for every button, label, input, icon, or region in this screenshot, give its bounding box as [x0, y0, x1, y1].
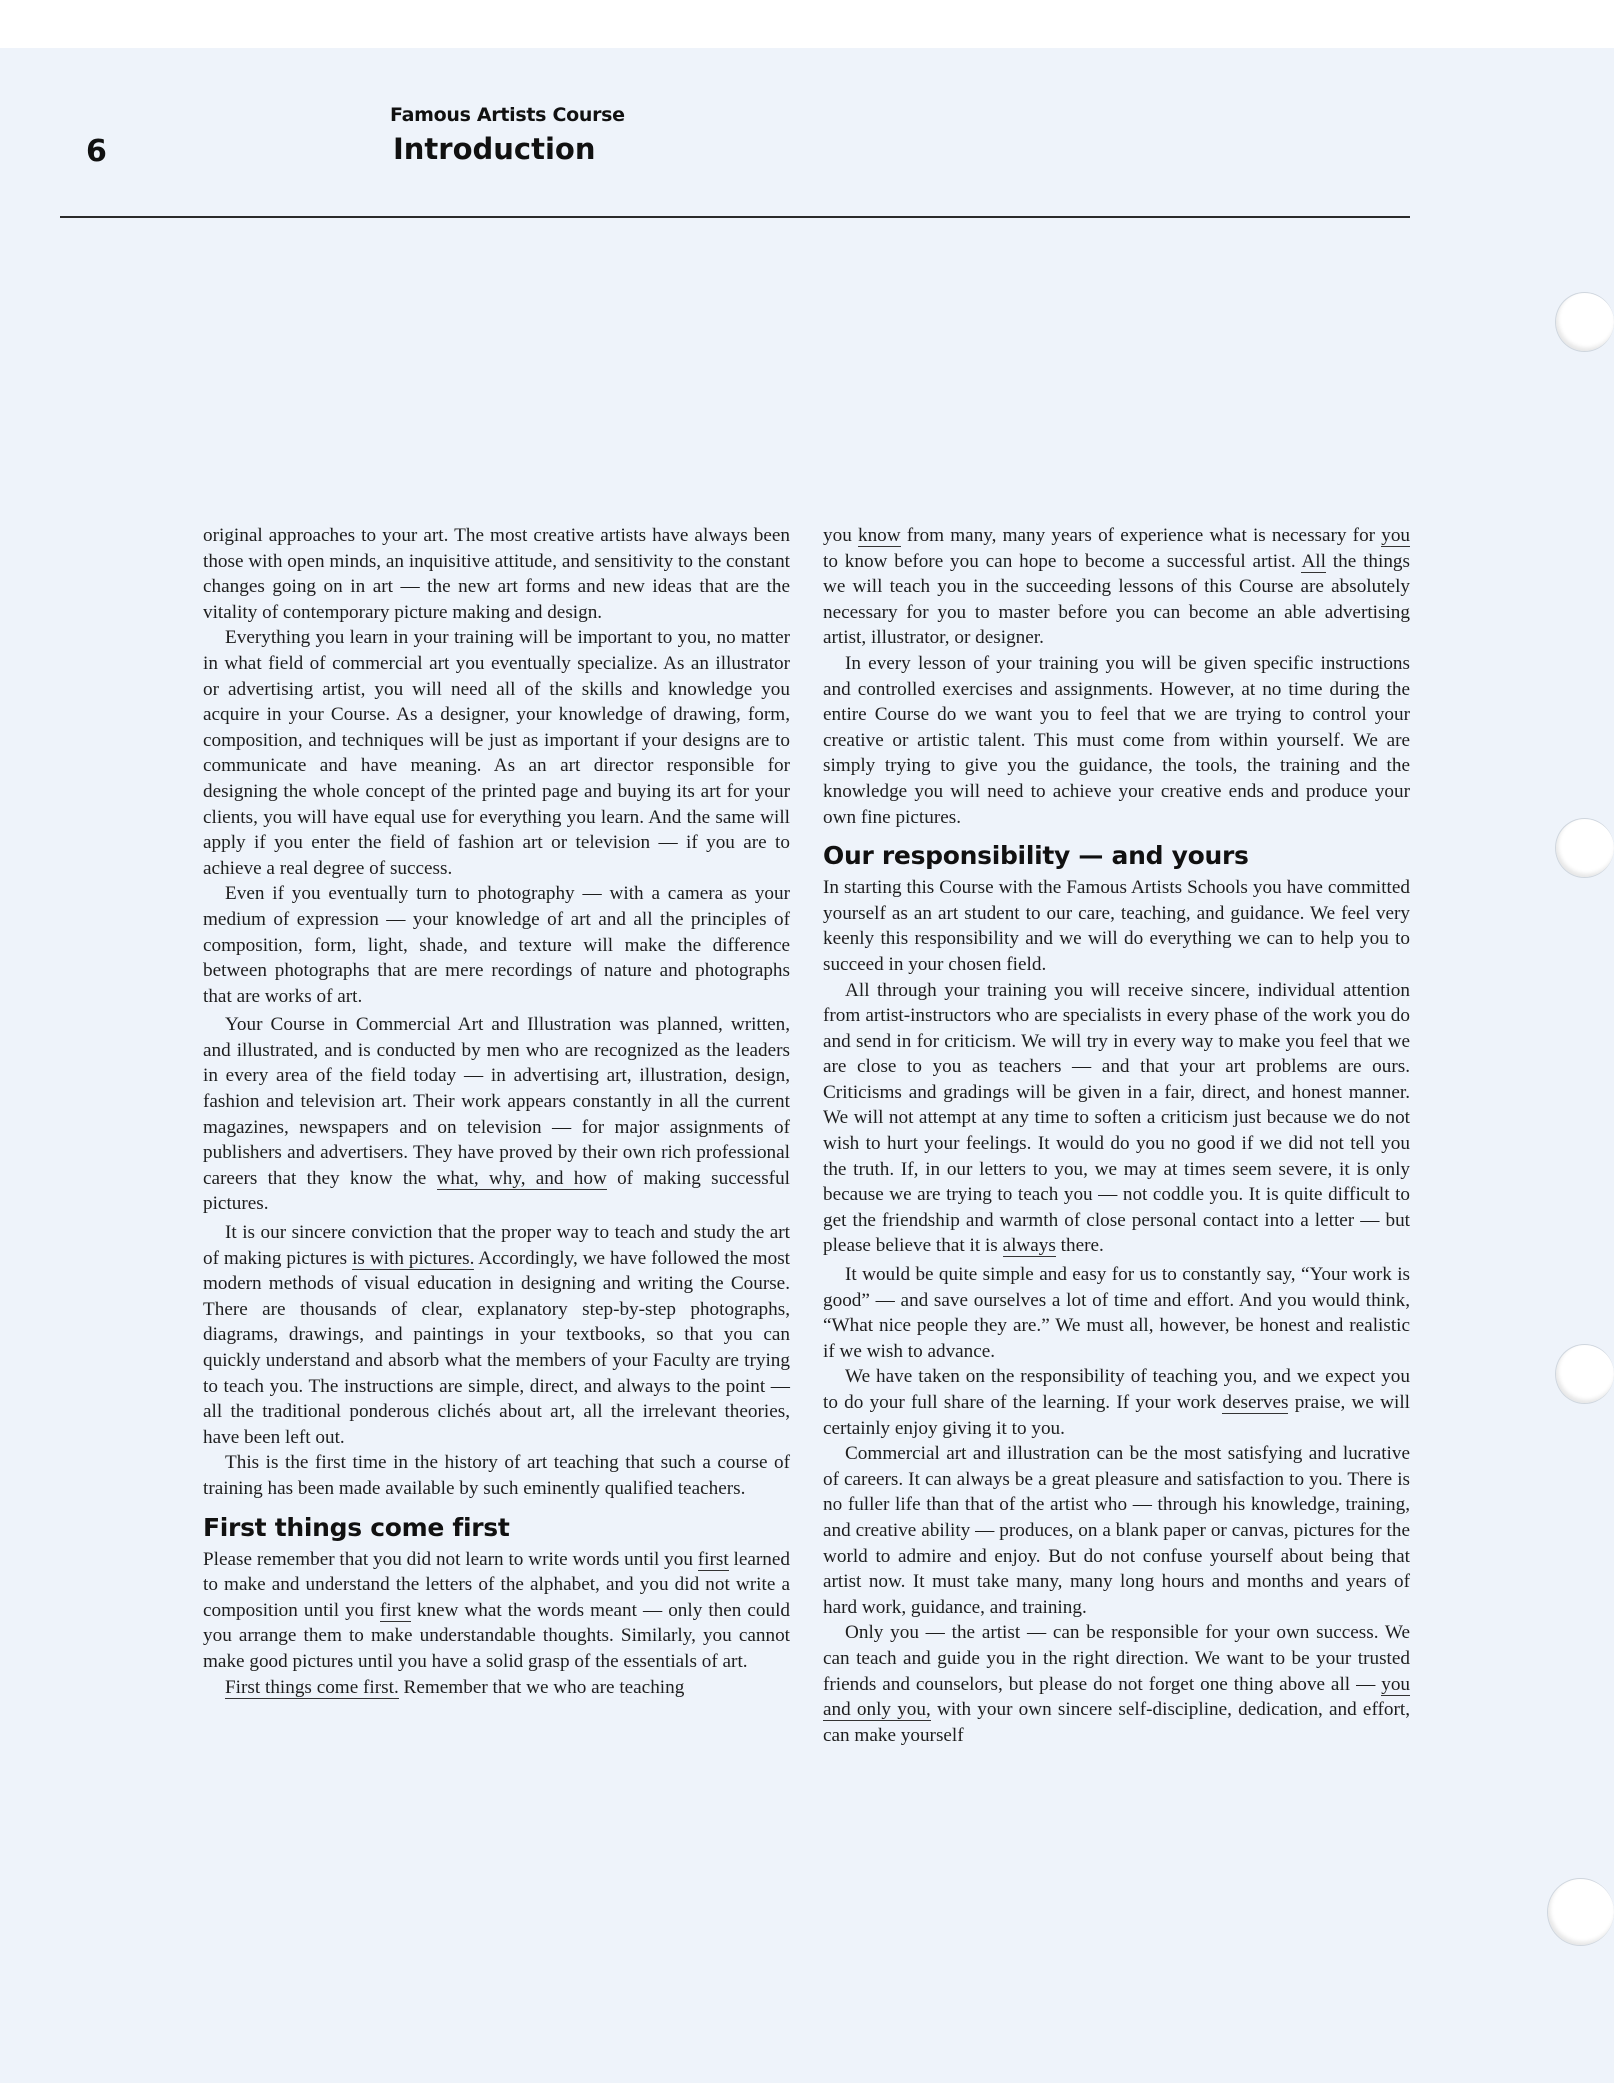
binder-hole	[1555, 1344, 1614, 1404]
underlined-text: know	[857, 525, 901, 546]
paragraph: This is the first time in the history of art teaching that such a course of training has been made available by such eminently qualified teachers.	[203, 1452, 790, 1499]
left-column	[203, 523, 790, 1700]
text-run: there.	[1055, 1235, 1104, 1257]
text-run: with your own sincere self-discipline, dedication, and effort, can make yourself	[823, 1699, 1410, 1746]
text-run: learned to make and understand the letters of the alphabet, and you did not write a composition until you	[203, 1548, 790, 1621]
text-run: Your Course in Commercial Art and Illustration was planned, written, and illustrated, and is conducted by men who are recognized as the leaders in every area of the field today — in advertising art, illustration, design, fashion and television art. Their work appears constantly in all the current magazines, newspapers and on television — for major assignments of publishers and advertisers. They have proved by their own rich professional careers that they know the	[203, 1014, 790, 1189]
paragraph	[203, 1547, 790, 1675]
underlined-text: First things come first.	[225, 1676, 399, 1698]
text-run: knew what the words meant — only then could you arrange them to make understandable thoughts. Similarly, you cannot make good pictures until you have a solid grasp of the essentials of art.	[203, 1599, 790, 1672]
binder-hole	[1555, 292, 1614, 352]
subheading: First things come first	[203, 1512, 510, 1542]
text-run: All through your training you will receive sincere, individual attention from artist-instructors who are specialists in every phase of the work you do and send in for criticism. We will try in every way to make you feel that we are close to you as teachers — and that your art problems are ours. Criticisms and gradings will be given in a fair, direct, and honest manner. We will not attempt at any time to soften a criticism just because we do not wish to hurt your feelings. It would do you no good if we did not tell you the truth. If, in our letters to you, we may at times seem severe, it is only because we are trying to teach you — not coddle you. It is quite difficult to get the friendship and warmth of close personal contact into a letter — but please believe that it is	[823, 979, 1410, 1257]
paragraph	[823, 523, 1410, 651]
paragraph: Everything you learn in your training will be important to you, no matter in what field of commercial art you eventually specialize. As an illustrator or advertising artist, you will need all of the skills and knowledge you acquire in your Course. As a designer, your knowledge of drawing, form, composition, and techniques will be just as important if your designs are to communicate and have meaning. As an art director responsible for designing the whole concept of the printed page and buying its art for your clients, you will have equal use for everything you learn. And the same will apply if you enter the field of fashion art or television — if you are to achieve a real degree of success.	[203, 627, 790, 879]
paragraph: Commercial art and illustration can be the most satisfying and lucrative of careers. It can always be a great pleasure and satisfaction to you. There is no fuller life than that of the artist who — through his knowledge, training, and creative ability — produces, on a blank paper or canvas, pictures for the world to admire and enjoy. But do not confuse yourself about being that artist now. It must take many, many long hours and months and years of hard work, guidance, and training.	[823, 1443, 1410, 1618]
underlined-text: deserves	[1222, 1392, 1289, 1413]
paragraph	[823, 978, 1410, 1260]
paragraph	[823, 1364, 1410, 1441]
course-title: Famous Artists Course	[390, 104, 625, 126]
underlined-text: always	[1002, 1235, 1056, 1257]
underlined-text: is with pictures.	[352, 1247, 475, 1269]
underlined-text: you	[1381, 525, 1411, 546]
paragraph: In starting this Course with the Famous Artists Schools you have committed yourself as an art student to our care, teaching, and guidance. We feel very keenly this responsibility and we will do everything we can to help you to succeed in your chosen field.	[823, 877, 1410, 975]
page-number: 6	[86, 134, 107, 169]
text-run: Accordingly, we have followed the most modern methods of visual education in designing and writing the Course. There are thousands of clear, explanatory step-by-step photographs, diagrams, drawings, and paintings in your textbooks, so that you can quickly understand and absorb what the members of your Faculty are trying to teach you. The instructions are simple, direct, and always to the point — all the traditional ponderous clichés about art, all the irrelevant theories, have been left out.	[203, 1247, 790, 1448]
binder-hole	[1555, 818, 1614, 878]
underlined-text: you and only you,	[823, 1673, 1410, 1721]
paragraph: Even if you eventually turn to photography — with a camera as your medium of expression — your knowledge of art and all the principles of composition, form, light, shade, and texture will make the difference between photographs that are mere recordings of nature and photographs that are works of art.	[203, 883, 790, 1007]
header-rule	[60, 216, 1410, 218]
text-run: of making successful pictures.	[203, 1167, 790, 1215]
underlined-text: first	[379, 1599, 411, 1621]
paragraph: original approaches to your art. The most creative artists have always been those with open minds, an inquisitive attitude, and sensitivity to the constant changes going on in art — the new art forms and new ideas that are the vitality of contemporary picture making and design.	[203, 525, 790, 623]
text-run: praise, we will certainly enjoy giving it to you.	[823, 1392, 1410, 1439]
binder-hole	[1547, 1878, 1614, 1946]
paragraph	[203, 1012, 790, 1217]
page-sheet	[0, 48, 1614, 2083]
right-column	[823, 523, 1410, 1748]
text-run: to know before you can hope to become a successful artist.	[823, 550, 1302, 572]
paragraph: In every lesson of your training you will be given specific instructions and controlled exercises and assignments. However, at no time during the entire Course do we want you to feel that we are trying to control your creative or artistic talent. This must come from within yourself. We are simply trying to give you the guidance, the tools, the training and the knowledge you will need to achieve your creative ends and produce your own fine pictures.	[823, 652, 1410, 828]
text-run: Remember that we who are teaching	[398, 1676, 685, 1698]
text-run: Only you — the artist — can be responsible for your own success. We can teach and guide you in the right direction. We want to be your trusted friends and counselors, but please do not forget one thing above all —	[823, 1622, 1410, 1695]
text-run: It is our sincere conviction that the proper way to teach and study the art of making pictures	[203, 1222, 790, 1269]
paragraph	[203, 1675, 790, 1701]
text-run: you	[823, 525, 858, 546]
paragraph	[203, 1220, 790, 1450]
text-run: We have taken on the responsibility of teaching you, and we expect you to do your full share of the learning. If your work	[823, 1366, 1410, 1413]
text-run: Please remember that you did not learn to write words until you	[203, 1548, 698, 1570]
underlined-text: first	[697, 1548, 729, 1570]
paragraph: It would be quite simple and easy for us to constantly say, “Your work is good” — and save ourselves a lot of time and effort. And you would think, “What nice people they are.” We must all, however, be honest and realistic if we wish to advance.	[823, 1264, 1410, 1362]
subheading: Our responsibility — and yours	[823, 841, 1249, 871]
text-run: the things we will teach you in the succeeding lessons of this Course are absolutely necessary for you to master before you can become an able advertising artist, illustrator, or designer.	[823, 550, 1410, 649]
underlined-text: All	[1301, 550, 1326, 572]
paragraph	[823, 1620, 1410, 1748]
text-run: from many, many years of experience what is necessary for	[900, 525, 1382, 546]
section-title: Introduction	[393, 132, 596, 166]
underlined-text: what, why, and how	[436, 1167, 607, 1189]
